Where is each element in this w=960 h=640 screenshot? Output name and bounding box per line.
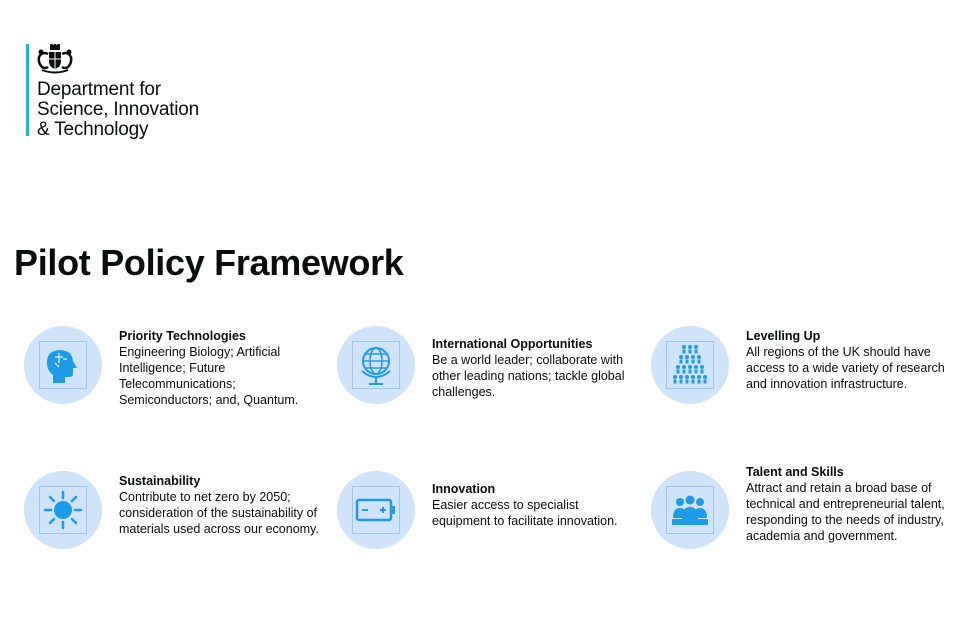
brain-head-icon bbox=[39, 341, 87, 389]
page-title: Pilot Policy Framework bbox=[14, 242, 404, 283]
card-heading: Innovation bbox=[432, 482, 496, 496]
royal-coat-of-arms-icon bbox=[37, 44, 73, 74]
card-text bbox=[432, 481, 637, 529]
card-text bbox=[746, 328, 951, 392]
icon-circle bbox=[337, 326, 415, 404]
people-pyramid-icon bbox=[666, 341, 714, 389]
card-body: Easier access to specialist equipment to facilitate innovation. bbox=[432, 498, 618, 528]
card-priority-technologies bbox=[24, 326, 324, 426]
icon-circle bbox=[24, 471, 102, 549]
card-text bbox=[432, 336, 637, 400]
card-heading: Priority Technologies bbox=[119, 329, 246, 343]
department-name-line: Science, Innovation bbox=[37, 99, 200, 120]
card-text bbox=[119, 473, 324, 537]
card-innovation bbox=[337, 471, 637, 571]
icon-circle bbox=[337, 471, 415, 549]
department-name bbox=[37, 80, 199, 140]
battery-icon bbox=[352, 486, 400, 534]
card-sustainability bbox=[24, 471, 324, 571]
card-heading: International Opportunities bbox=[432, 337, 593, 351]
card-body: All regions of the UK should have access to a wide variety of research and innovation infrastructure. bbox=[746, 345, 945, 391]
card-body: Engineering Biology; Artificial Intelligence; Future Telecommunications; Semiconductors; and, Quantum. bbox=[119, 345, 299, 407]
card-talent-and-skills bbox=[651, 464, 951, 564]
icon-circle bbox=[24, 326, 102, 404]
icon-circle bbox=[651, 326, 729, 404]
card-heading: Sustainability bbox=[119, 474, 201, 488]
sun-icon bbox=[39, 486, 87, 534]
group-of-people-icon bbox=[666, 486, 714, 534]
department-logo bbox=[26, 44, 200, 140]
card-text bbox=[746, 464, 951, 544]
department-name-line: Department for bbox=[37, 79, 161, 100]
department-name-line: & Technology bbox=[37, 119, 149, 140]
card-heading: Talent and Skills bbox=[746, 465, 844, 479]
card-body: Attract and retain a broad base of technical and entrepreneurial talent, responding to the needs of industry, academia and government. bbox=[746, 481, 945, 543]
globe-icon bbox=[352, 341, 400, 389]
card-text bbox=[119, 328, 324, 408]
card-body: Be a world leader; collaborate with other leading nations; tackle global challenges. bbox=[432, 353, 625, 399]
card-levelling-up bbox=[651, 326, 951, 426]
card-body: Contribute to net zero by 2050; consideration of the sustainability of materials used across our economy. bbox=[119, 490, 319, 536]
card-heading: Levelling Up bbox=[746, 329, 821, 343]
icon-circle bbox=[651, 471, 729, 549]
card-international-opportunities bbox=[337, 326, 637, 426]
